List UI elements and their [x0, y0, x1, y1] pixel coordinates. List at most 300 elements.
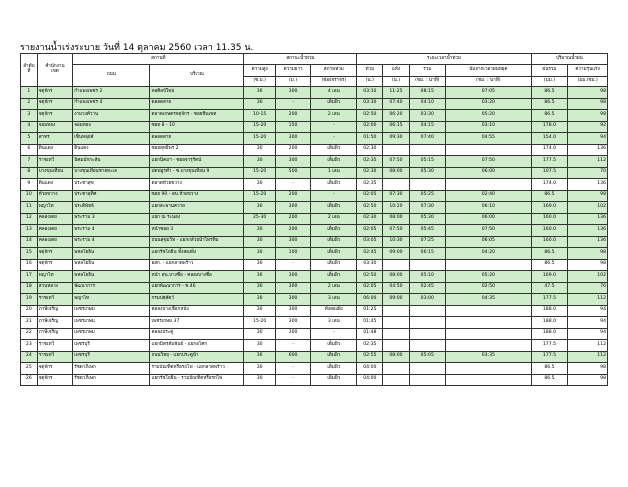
- seq-cell: 24: [21, 351, 38, 363]
- height-cell: 30: [244, 259, 275, 271]
- header-flood-time-unit: (น.): [357, 77, 383, 87]
- road-cell: เพชรเกษม: [73, 317, 150, 329]
- area-cell: ตลอดสาย: [150, 133, 244, 145]
- total-cell: 02:45: [409, 282, 446, 294]
- table-row: [21, 363, 608, 375]
- intensity-cell: 136: [568, 144, 608, 156]
- rain-cell: 86.5: [531, 363, 568, 375]
- header-traffic-unit: (ช่องจราจร): [311, 77, 357, 87]
- length-cell: -: [275, 179, 311, 191]
- height-cell: 15-20: [244, 133, 275, 145]
- rain-cell: 86.5: [531, 87, 568, 99]
- flood-time-cell: 02:30: [357, 167, 383, 179]
- rain-cell: 47.5: [531, 282, 568, 294]
- office-cell: ภาษีเจริญ: [37, 328, 73, 340]
- office-cell: สวนหลวง: [37, 282, 73, 294]
- table-row: [21, 179, 608, 191]
- length-cell: 200: [275, 110, 311, 122]
- height-cell: 30: [244, 236, 275, 248]
- total-cell: [409, 317, 446, 329]
- dry-time-cell: [383, 179, 409, 191]
- seq-cell: 26: [21, 374, 38, 386]
- area-cell: ถนนวิทยุ - แยกประตูน้ำ: [150, 351, 244, 363]
- table-row: [21, 340, 608, 352]
- length-cell: 200: [275, 213, 311, 225]
- total-cell: 03:30: [409, 110, 446, 122]
- rain-cell: 86.5: [531, 374, 568, 386]
- flood-time-cell: 06:00: [357, 294, 383, 306]
- dry-time-cell: 06:15: [383, 121, 409, 133]
- seq-cell: 15: [21, 248, 38, 260]
- table-row: [21, 121, 608, 133]
- traffic-cell: เต็มผิว: [311, 248, 357, 260]
- total-cell: 07:30: [409, 202, 446, 214]
- flood-time-cell: 04:00: [357, 374, 383, 386]
- road-cell: ประดิพัทธ์: [73, 202, 150, 214]
- total-cell: 05:30: [409, 167, 446, 179]
- length-cell: -: [275, 363, 311, 375]
- total-cell: 07:40: [409, 133, 446, 145]
- rain-cell: 177.5: [531, 294, 568, 306]
- height-cell: 30: [244, 328, 275, 340]
- area-cell: หอศิลป์ใหม่: [150, 87, 244, 99]
- road-cell: เพชรเกษม: [73, 305, 150, 317]
- area-cell: แยกมิตรสัมพันธ์ - แยกอโศก: [150, 340, 244, 352]
- dry-time-cell: [383, 317, 409, 329]
- header-length: ความยาว: [275, 65, 311, 77]
- intensity-cell: 112: [568, 294, 608, 306]
- total-cell: [409, 144, 446, 156]
- flood-time-cell: 02:50: [357, 271, 383, 283]
- header-total-unit: (ชม. : นาที): [409, 77, 446, 87]
- area-cell: คลองประตู: [150, 328, 244, 340]
- flood-time-cell: 02:35: [357, 340, 383, 352]
- traffic-cell: เต็มผิว: [311, 236, 357, 248]
- area-cell: ตลาดห้วยขวาง: [150, 179, 244, 191]
- seq-cell: 8: [21, 167, 38, 179]
- dry-time-cell: 07:50: [383, 225, 409, 237]
- table-row: [21, 156, 608, 168]
- road-cell: พญาไท: [73, 294, 150, 306]
- height-cell: 30: [244, 294, 275, 306]
- intensity-cell: 98: [568, 87, 608, 99]
- flood-time-cell: 01:48: [357, 328, 383, 340]
- header-max-intensity-unit: (มม./ชม.): [568, 77, 608, 87]
- road-cell: กำแพงเพชร 4: [73, 98, 150, 110]
- dry-time-cell: 10:20: [383, 202, 409, 214]
- header-max-intensity: ความรุนแรง: [568, 65, 608, 77]
- rain-cell: 86.5: [531, 248, 568, 260]
- road-cell: เพชรบุรี: [73, 340, 150, 352]
- office-cell: พญาไท: [37, 202, 73, 214]
- height-cell: 30: [244, 282, 275, 294]
- report-body: [21, 87, 608, 386]
- header-road: ถนน: [73, 65, 150, 87]
- since-rain-cell: 07:05: [446, 87, 532, 99]
- length-cell: 300: [275, 87, 311, 99]
- since-rain-cell: 05:20: [446, 110, 532, 122]
- height-cell: 30: [244, 144, 275, 156]
- length-cell: 600: [275, 351, 311, 363]
- office-cell: ราชเทวี: [37, 351, 73, 363]
- length-cell: 300: [275, 282, 311, 294]
- intensity-cell: 102: [568, 202, 608, 214]
- seq-cell: 13: [21, 225, 38, 237]
- table-row: [21, 305, 608, 317]
- table-row: [21, 374, 608, 386]
- length-cell: 300: [275, 236, 311, 248]
- traffic-cell: เต็มผิว: [311, 144, 357, 156]
- total-cell: 05:05: [409, 351, 446, 363]
- intensity-cell: 98: [568, 259, 608, 271]
- rain-cell: 154.0: [531, 133, 568, 145]
- seq-cell: 21: [21, 317, 38, 329]
- office-cell: จตุจักร: [37, 110, 73, 122]
- header-height: ความสูง: [244, 65, 275, 77]
- table-row: [21, 190, 608, 202]
- flood-time-cell: 03:05: [357, 236, 383, 248]
- length-cell: 300: [275, 328, 311, 340]
- flood-time-cell: 01:50: [357, 133, 383, 145]
- header-flood-status: สถานะน้ำท่วม: [244, 54, 357, 65]
- height-cell: 30: [244, 340, 275, 352]
- header-rain: ปริมาณน้ำฝน: [531, 54, 607, 65]
- area-cell: อสก. - แยกลาดพร้าว: [150, 259, 244, 271]
- length-cell: -: [275, 98, 311, 110]
- intensity-cell: 112: [568, 351, 608, 363]
- area-cell: ตลาดเกษตรจตุจักร - ซอยชินเขต: [150, 110, 244, 122]
- height-cell: 30: [244, 179, 275, 191]
- length-cell: 500: [275, 167, 311, 179]
- traffic-cell: 3 เลน: [311, 317, 357, 329]
- office-cell: จตุจักร: [37, 248, 73, 260]
- area-cell: กรมปศุสัตว์: [150, 294, 244, 306]
- seq-cell: 1: [21, 87, 38, 99]
- flood-time-cell: 01:25: [357, 305, 383, 317]
- dry-time-cell: 09:00: [383, 248, 409, 260]
- since-rain-cell: 07:50: [446, 225, 532, 237]
- header-place: สถานที่: [73, 54, 244, 65]
- since-rain-cell: 03:35: [446, 351, 532, 363]
- seq-cell: 7: [21, 156, 38, 168]
- height-cell: 15-20: [244, 317, 275, 329]
- since-rain-cell: [446, 179, 532, 191]
- seq-cell: 9: [21, 179, 38, 191]
- length-cell: 200: [275, 144, 311, 156]
- length-cell: 200: [275, 190, 311, 202]
- height-cell: 30: [244, 156, 275, 168]
- traffic-cell: เต็มผิว: [311, 179, 357, 191]
- office-cell: ราชเทวี: [37, 294, 73, 306]
- traffic-cell: 2 เลน: [311, 213, 357, 225]
- road-cell: รัชดาภิเษก: [73, 363, 150, 375]
- seq-cell: 18: [21, 282, 38, 294]
- table-row: [21, 317, 608, 329]
- flood-time-cell: 03:30: [357, 98, 383, 110]
- rain-cell: 178.0: [531, 121, 568, 133]
- dry-time-cell: 11:25: [383, 87, 409, 99]
- table-row: [21, 213, 608, 225]
- height-cell: 30: [244, 87, 275, 99]
- office-cell: จตุจักร: [37, 98, 73, 110]
- since-rain-cell: 03:20: [446, 98, 532, 110]
- length-cell: 300: [275, 317, 311, 329]
- office-cell: จอมทอง: [37, 121, 73, 133]
- road-cell: งามวงศ์วาน: [73, 110, 150, 122]
- area-cell: แยกนิคมฯ - ซอยจารุรัตน์: [150, 156, 244, 168]
- traffic-cell: เต็มผิว: [311, 225, 357, 237]
- dry-time-cell: [383, 363, 409, 375]
- height-cell: 30: [244, 98, 275, 110]
- intensity-cell: 94: [568, 305, 608, 317]
- area-cell: แยก ณ ระนอง: [150, 213, 244, 225]
- total-cell: 08:15: [409, 87, 446, 99]
- since-rain-cell: [446, 374, 532, 386]
- seq-cell: 25: [21, 363, 38, 375]
- road-cell: จอมทอง: [73, 121, 150, 133]
- rain-cell: 177.5: [531, 156, 568, 168]
- length-cell: 300: [275, 305, 311, 317]
- traffic-cell: 1 เลน: [311, 167, 357, 179]
- dry-time-cell: 09:00: [383, 294, 409, 306]
- total-cell: [409, 363, 446, 375]
- length-cell: 300: [275, 156, 311, 168]
- intensity-cell: 92: [568, 121, 608, 133]
- table-row: [21, 248, 608, 260]
- height-cell: 15-20: [244, 121, 275, 133]
- intensity-cell: 94: [568, 133, 608, 145]
- total-cell: 06:15: [409, 248, 446, 260]
- header-traffic: สภาพท่วม: [311, 65, 357, 77]
- since-rain-cell: [446, 259, 532, 271]
- table-row: [21, 133, 608, 145]
- intensity-cell: 136: [568, 236, 608, 248]
- road-cell: เซ็นหลุยส์: [73, 133, 150, 145]
- since-rain-cell: 04:55: [446, 133, 532, 145]
- total-cell: 03:00: [409, 294, 446, 306]
- since-rain-cell: [446, 305, 532, 317]
- traffic-cell: -: [311, 133, 357, 145]
- road-cell: บางขุนเทียนชายทะเล: [73, 167, 150, 179]
- area-cell: แยกรัชโยธิน - รามบัณฑิตหรือรถไฟ: [150, 374, 244, 386]
- seq-cell: 3: [21, 110, 38, 122]
- road-cell: เพชรเกษม: [73, 328, 150, 340]
- length-cell: 100: [275, 248, 311, 260]
- rain-cell: 86.5: [531, 190, 568, 202]
- area-cell: ซอย 90 - สน.ห้วยขวาง: [150, 190, 244, 202]
- rain-cell: 86.5: [531, 110, 568, 122]
- seq-cell: 16: [21, 259, 38, 271]
- length-cell: 300: [275, 202, 311, 214]
- since-rain-cell: 06:00: [446, 167, 532, 179]
- road-cell: ประชาสุข: [73, 179, 150, 191]
- traffic-cell: 2 เลน: [311, 110, 357, 122]
- since-rain-cell: 04:35: [446, 294, 532, 306]
- table-row: [21, 271, 608, 283]
- intensity-cell: 136: [568, 225, 608, 237]
- length-cell: 150: [275, 121, 311, 133]
- area-cell: ถนนสุขุมวิท - แยกกล้วยน้ำไทรทิม: [150, 236, 244, 248]
- header-max-rain: ฝนรวม: [531, 65, 568, 77]
- length-cell: 300: [275, 133, 311, 145]
- intensity-cell: 102: [568, 271, 608, 283]
- seq-cell: 4: [21, 121, 38, 133]
- header-height-unit: (ซ.ม.): [244, 77, 275, 87]
- since-rain-cell: [446, 317, 532, 329]
- total-cell: [409, 305, 446, 317]
- area-cell: หน้า สน.บางซื่อ - คลองบางซื่อ: [150, 271, 244, 283]
- office-cell: สาทร: [37, 133, 73, 145]
- dry-time-cell: [383, 259, 409, 271]
- area-cell: แยกพัฒนาการ - ซ.46: [150, 282, 244, 294]
- total-cell: 05:45: [409, 225, 446, 237]
- table-row: [21, 87, 608, 99]
- rain-cell: 188.0: [531, 317, 568, 329]
- traffic-cell: เต็มผิว: [311, 271, 357, 283]
- intensity-cell: 136: [568, 179, 608, 191]
- table-row: [21, 351, 608, 363]
- height-cell: 30: [244, 248, 275, 260]
- height-cell: 15-20: [244, 167, 275, 179]
- since-rain-cell: 05:20: [446, 271, 532, 283]
- header-since-rain: นับจากเวลาฝนหยุด: [446, 65, 532, 77]
- traffic-cell: -: [311, 328, 357, 340]
- road-cell: พระราม 4: [73, 236, 150, 248]
- road-cell: พหลโยธิน: [73, 271, 150, 283]
- road-cell: พัฒนาการ: [73, 282, 150, 294]
- road-cell: พระราม 3: [73, 213, 150, 225]
- since-rain-cell: 03:10: [446, 121, 532, 133]
- dry-time-cell: 07:30: [383, 190, 409, 202]
- length-cell: 300: [275, 271, 311, 283]
- report-title: รายงานน้ำเร่งระบาย วันที่ 14 ตุลาคม 2560 เวลา 11.35 น.: [20, 43, 254, 53]
- flood-report-table: [20, 53, 608, 386]
- road-cell: ประชาอุทิศ: [73, 190, 150, 202]
- traffic-cell: เต็มผิว: [311, 374, 357, 386]
- dry-time-cell: 07:50: [383, 156, 409, 168]
- flood-time-cell: 02:55: [357, 351, 383, 363]
- height-cell: 30: [244, 374, 275, 386]
- rain-cell: 86.5: [531, 98, 568, 110]
- table-row: [21, 294, 608, 306]
- traffic-cell: เต็มผิว: [311, 351, 357, 363]
- flood-time-cell: 02:30: [357, 144, 383, 156]
- dry-time-cell: [383, 305, 409, 317]
- dry-time-cell: [383, 374, 409, 386]
- since-rain-cell: [446, 340, 532, 352]
- length-cell: -: [275, 374, 311, 386]
- rain-cell: 160.0: [531, 236, 568, 248]
- office-cell: ภาษีเจริญ: [37, 305, 73, 317]
- seq-cell: 10: [21, 190, 38, 202]
- height-cell: 15-20: [244, 190, 275, 202]
- seq-cell: 22: [21, 328, 38, 340]
- height-cell: 30: [244, 271, 275, 283]
- road-cell: พหลโยธิน: [73, 248, 150, 260]
- header-since-rain-unit: (ชม. : นาที): [446, 77, 532, 87]
- traffic-cell: 4 เลน: [311, 87, 357, 99]
- rain-cell: 160.0: [531, 213, 568, 225]
- area-cell: ซอย 8 - 10: [150, 121, 244, 133]
- area-cell: แยกสะพานควาย: [150, 202, 244, 214]
- since-rain-cell: 02:50: [446, 282, 532, 294]
- intensity-cell: 98: [568, 248, 608, 260]
- height-cell: 30: [244, 202, 275, 214]
- office-cell: จตุจักร: [37, 259, 73, 271]
- total-cell: 05:15: [409, 156, 446, 168]
- flood-time-cell: 02:35: [357, 156, 383, 168]
- header-office: สำนักงาน เขต: [37, 54, 73, 87]
- road-cell: พระราม 4: [73, 225, 150, 237]
- seq-cell: 2: [21, 98, 38, 110]
- office-cell: ราชเทวี: [37, 156, 73, 168]
- table-row: [21, 328, 608, 340]
- intensity-cell: 98: [568, 190, 608, 202]
- flood-time-cell: 02:05: [357, 282, 383, 294]
- road-cell: เพชรบุรี: [73, 351, 150, 363]
- table-row: [21, 167, 608, 179]
- intensity-cell: 94: [568, 328, 608, 340]
- dry-time-cell: 08:00: [383, 351, 409, 363]
- seq-cell: 17: [21, 271, 38, 283]
- dry-time-cell: 06:20: [383, 110, 409, 122]
- intensity-cell: 98: [568, 98, 608, 110]
- since-rain-cell: 04:20: [446, 248, 532, 260]
- office-cell: คลองเตย: [37, 213, 73, 225]
- rain-cell: 174.0: [531, 144, 568, 156]
- since-rain-cell: 02:40: [446, 190, 532, 202]
- since-rain-cell: 07:50: [446, 156, 532, 168]
- area-cell: ซอยสุทธิพร 2: [150, 144, 244, 156]
- total-cell: 04:10: [409, 98, 446, 110]
- flood-time-cell: 04:00: [357, 363, 383, 375]
- flood-time-cell: 02:05: [357, 225, 383, 237]
- seq-cell: 20: [21, 305, 38, 317]
- rain-cell: 169.0: [531, 271, 568, 283]
- flood-time-cell: 03:30: [357, 259, 383, 271]
- header-seq: ลำดับ ที่: [21, 54, 38, 87]
- seq-cell: 6: [21, 144, 38, 156]
- table-row: [21, 282, 608, 294]
- traffic-cell: เต็มผิว: [311, 363, 357, 375]
- traffic-cell: เต็มผิว: [311, 98, 357, 110]
- length-cell: 300: [275, 294, 311, 306]
- office-cell: คลองเตย: [37, 225, 73, 237]
- road-cell: กำแพงเพชร 2: [73, 87, 150, 99]
- flood-time-cell: 02:45: [357, 248, 383, 260]
- dry-time-cell: [383, 144, 409, 156]
- since-rain-cell: [446, 144, 532, 156]
- road-cell: รัชดาภิเษก: [73, 374, 150, 386]
- table-row: [21, 236, 608, 248]
- header-max-rain-unit: (มม.): [531, 77, 568, 87]
- total-cell: 05:10: [409, 271, 446, 283]
- dry-time-cell: 09:30: [383, 133, 409, 145]
- rain-cell: 177.5: [531, 351, 568, 363]
- traffic-cell: เต็มผิว: [311, 340, 357, 352]
- header-length-unit: (ม.): [275, 77, 311, 87]
- area-cell: คลองบางเชือกหนัง: [150, 305, 244, 317]
- height-cell: 25-30: [244, 213, 275, 225]
- area-cell: แยกรัชโยธิน ทั้งสองฝั่ง: [150, 248, 244, 260]
- traffic-cell: 3 เลน: [311, 294, 357, 306]
- traffic-cell: เต็มผิว: [311, 156, 357, 168]
- rain-cell: 169.0: [531, 202, 568, 214]
- dry-time-cell: 04:50: [383, 282, 409, 294]
- height-cell: 30: [244, 363, 275, 375]
- intensity-cell: 136: [568, 213, 608, 225]
- intensity-cell: 98: [568, 374, 608, 386]
